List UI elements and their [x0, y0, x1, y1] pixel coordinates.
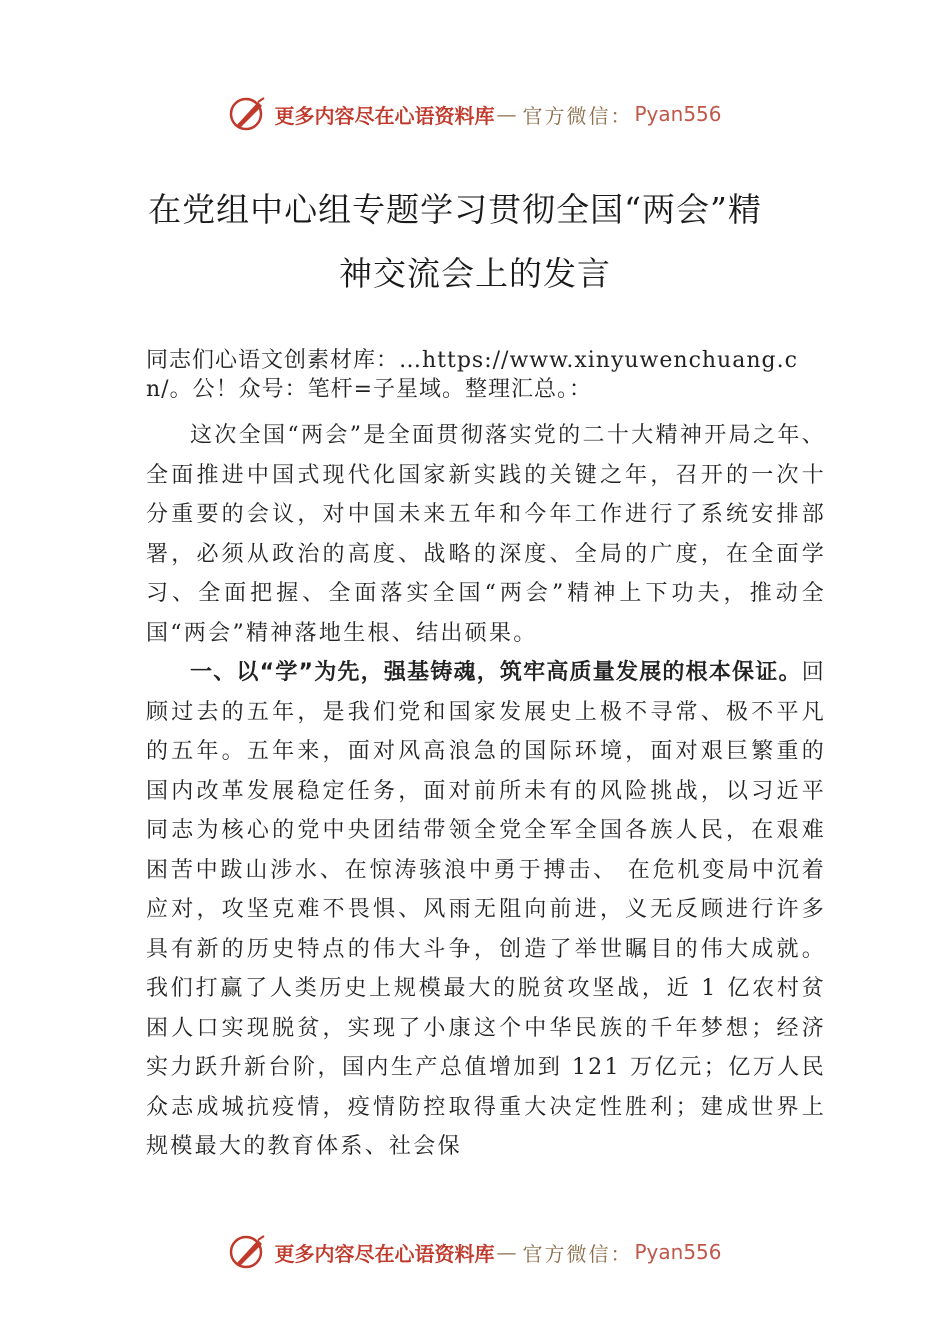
banner-dash: — — [496, 1240, 519, 1264]
banner-official-text: 官方微信： — [522, 103, 633, 128]
title-line-2: 神交流会上的发言 — [339, 254, 611, 293]
quill-logo-icon — [228, 96, 268, 132]
banner-official-text: 官方微信： — [522, 1241, 633, 1266]
page-title — [0, 178, 950, 306]
title-line-1: 在党组中心组专题学习贯彻全国“两会”精 — [148, 190, 762, 229]
header-banner — [0, 94, 950, 134]
banner-wechat-id: Pyan556 — [634, 1240, 722, 1264]
paragraph-intro: 这次全国“两会”是全面贯彻落实党的二十大精神开局之年、全面推进中国式现代化国家新实践的关键之年，召开的一次十分重要的会议，对中国未来五年和今年工作进行了系统安排部署，必须从政治的高度、战略的深度、全局的广度，在全面学习、全面把握、全面落实全国“两会”精神上下功夫，推动全国“两会”精神落地生根、结出硕果。 — [146, 423, 826, 646]
banner-wechat-id: Pyan556 — [634, 102, 722, 126]
quill-logo-icon — [228, 1234, 268, 1270]
footer-banner — [0, 1232, 950, 1272]
document-body — [146, 340, 826, 1167]
section-body: 回顾过去的五年，是我们党和国家发展史上极不寻常、极不平凡的五年。五年来，面对风高浪急的国际环境，面对艰巨繁重的国内改革发展稳定任务，面对前所未有的风险挑战，以习近平同志为核心的党中央团结带领全党全军全国各族人民，在艰难困苦中跋山涉水、在惊涛骇浪中勇于搏击、 在危机变局中沉着应对，攻坚克难不畏惧、风雨无阻向前进，义无反顾进行许多具有新的历史特点的伟大斗争，创造了举世瞩目的伟大成就。我们打赢了人类历史上规模最大的脱贫攻坚战，近 1 亿农村贫困人口实现脱贫，实现了小康这个中华民族的千年梦想；经济实力跃升新台阶，国内生产总值增加到 121 万亿元；亿万人民众志成城抗疫情，疫情防控取得重大决定性胜利；建成世界上规模最大的教育体系、社会保 — [146, 660, 826, 1159]
section-heading: 一、以“学”为先，强基铸魂，筑牢高质量发展的根本保证。 — [190, 660, 802, 685]
source-note: 同志们心语文创素材库：…https://www.xinyuwenchuang.cn/。公！众号：笔杆=子星域。整理汇总。： — [146, 348, 798, 402]
banner-main-text: 更多内容尽在心语资料库 — [274, 103, 495, 128]
banner-main-text: 更多内容尽在心语资料库 — [274, 1241, 495, 1266]
banner-dash: — — [496, 102, 519, 126]
paragraph-section-1 — [146, 653, 826, 1167]
